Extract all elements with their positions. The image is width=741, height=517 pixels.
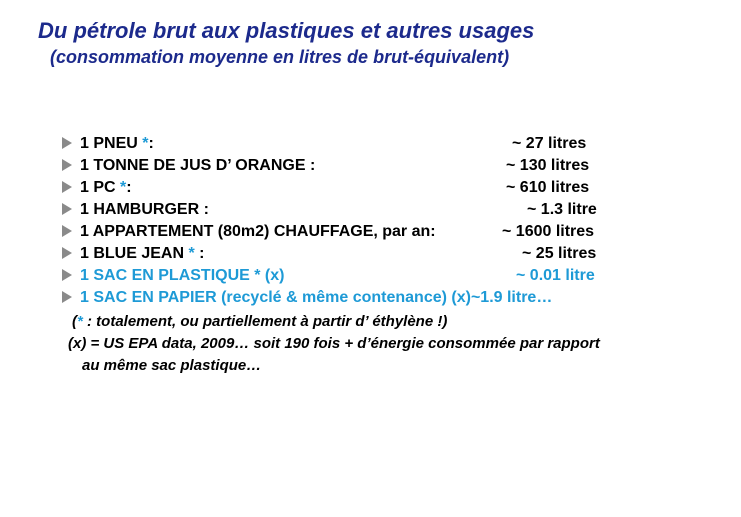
item-label: 1 HAMBURGER : — [80, 201, 209, 218]
triangle-bullet-icon — [62, 181, 72, 193]
item-value: ~ 25 litres — [522, 245, 597, 262]
list-item-pneu — [62, 135, 622, 157]
triangle-bullet-icon — [62, 269, 72, 281]
list-item-pc — [62, 179, 622, 201]
triangle-bullet-icon — [62, 159, 72, 171]
page-title: Du pétrole brut aux plastiques et autres usages — [38, 18, 535, 43]
list-item-sac-papier — [62, 289, 662, 311]
item-label: 1 SAC EN PLASTIQUE * (x) — [80, 267, 285, 284]
triangle-bullet-icon — [62, 291, 72, 303]
item-label: 1 TONNE DE JUS D’ ORANGE : — [80, 157, 316, 174]
item-label: 1 PNEU *: — [80, 135, 154, 152]
epa-note-line2: au même sac plastique… — [82, 357, 262, 374]
list-item-sac-plastique — [62, 267, 622, 289]
triangle-bullet-icon — [62, 247, 72, 259]
item-label: 1 SAC EN PAPIER (recyclé & même contenance) (x)~1.9 litre… — [80, 289, 553, 306]
list-item-hamburger — [62, 201, 622, 223]
page-subtitle: (consommation moyenne en litres de brut-équivalent) — [50, 47, 510, 67]
triangle-bullet-icon — [62, 203, 72, 215]
list-item-appartement — [62, 223, 622, 245]
item-label: 1 BLUE JEAN * : — [80, 245, 205, 262]
list-item-blue-jean — [62, 245, 622, 267]
list-item-jus-orange — [62, 157, 622, 179]
triangle-bullet-icon — [62, 137, 72, 149]
item-value: ~ 1.3 litre — [527, 201, 597, 218]
item-value: ~ 130 litres — [506, 157, 590, 174]
triangle-bullet-icon — [62, 225, 72, 237]
epa-note-line1: (x) = US EPA data, 2009… soit 190 fois + d’énergie consommée par rapport — [68, 335, 600, 352]
item-label: 1 APPARTEMENT (80m2) CHAUFFAGE, par an: — [80, 223, 436, 240]
item-value: ~ 0.01 litre — [516, 267, 595, 284]
item-value: ~ 1600 litres — [502, 223, 595, 240]
item-value: ~ 610 litres — [506, 179, 590, 196]
star-note: (* : totalement, ou partiellement à partir d’ éthylène !) — [72, 313, 448, 330]
item-label: 1 PC *: — [80, 179, 132, 196]
item-value: ~ 27 litres — [512, 135, 587, 152]
